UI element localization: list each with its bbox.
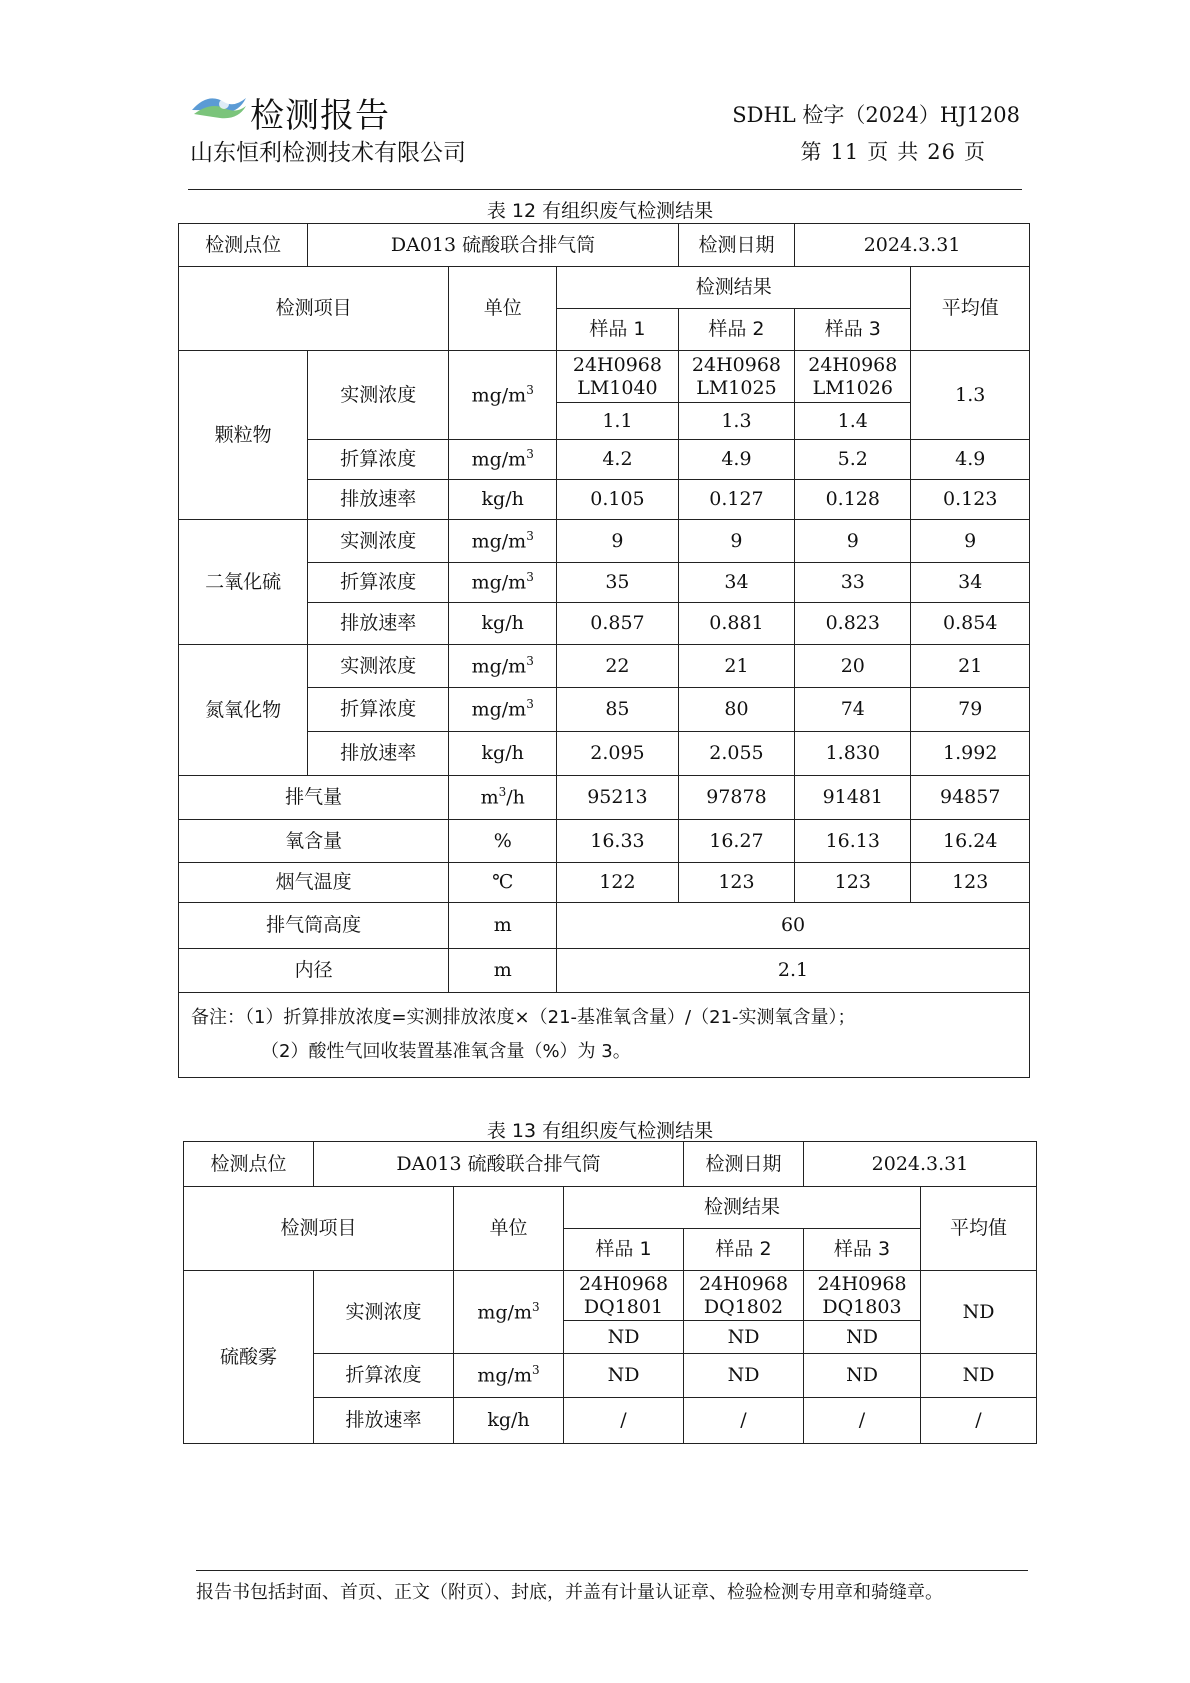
unit-cell: ℃	[449, 863, 557, 903]
date-label: 检测日期	[684, 1142, 804, 1187]
param-name: 排气量	[179, 776, 449, 820]
value-cell: ND	[804, 1321, 921, 1354]
unit-text: mg/m	[471, 448, 527, 471]
sample-code: 24H0968 LM1026	[795, 351, 911, 403]
unit-text: mg/m	[471, 384, 527, 407]
page-prefix: 第	[800, 140, 823, 164]
table-row	[179, 863, 1030, 903]
value-cell: ND	[684, 1321, 804, 1354]
value-cell: ND	[564, 1354, 684, 1398]
value-cell: /	[684, 1398, 804, 1444]
sample-header: 样品 1	[564, 1229, 684, 1271]
unit-sup: 3	[526, 653, 534, 668]
unit-sup: 3	[526, 570, 534, 585]
unit-cell: m	[449, 903, 557, 949]
unit-cell	[449, 776, 557, 820]
value-cell: 80	[678, 688, 794, 732]
table-row	[184, 1142, 1037, 1187]
company-logo-icon	[190, 88, 248, 122]
param-name: 排放速率	[314, 1398, 454, 1444]
value-cell: 9	[795, 520, 911, 563]
value-cell: 1.4	[795, 403, 911, 440]
value-cell: ND	[564, 1321, 684, 1354]
avg-value: 34	[911, 563, 1030, 603]
param-name: 折算浓度	[314, 1354, 454, 1398]
results-header: 检测结果	[557, 267, 911, 309]
sample-header: 样品 2	[678, 309, 794, 351]
avg-value: ND	[921, 1271, 1037, 1354]
table-13	[183, 1141, 1037, 1444]
param-name: 实测浓度	[314, 1271, 454, 1354]
avg-header: 平均值	[911, 267, 1030, 351]
table-row	[179, 903, 1030, 949]
avg-value: 21	[911, 645, 1030, 688]
value-cell: 22	[557, 645, 679, 688]
value-cell: /	[564, 1398, 684, 1444]
page-suffix: 页	[964, 140, 986, 164]
page-current: 11	[830, 140, 860, 164]
unit-text: mg/m	[477, 1301, 532, 1324]
table-row	[179, 351, 1030, 403]
value-cell: 95213	[557, 776, 679, 820]
value-cell: 91481	[795, 776, 911, 820]
value-cell: 34	[678, 563, 794, 603]
unit-text: m	[480, 786, 499, 809]
unit-header: 单位	[449, 267, 557, 351]
value-cell: 16.33	[557, 820, 679, 863]
value-cell: 0.857	[557, 603, 679, 645]
value-cell: 2.1	[557, 949, 1030, 993]
pollutant-name: 二氧化硫	[179, 520, 308, 645]
avg-value: 0.854	[911, 603, 1030, 645]
sample-code: 24H0968 DQ1802	[684, 1271, 804, 1321]
param-name: 氧含量	[179, 820, 449, 863]
table-row	[179, 224, 1030, 267]
value-cell: 0.881	[678, 603, 794, 645]
value-cell: 16.27	[678, 820, 794, 863]
value-cell: 122	[557, 863, 679, 903]
unit-cell: kg/h	[449, 603, 557, 645]
value-cell: 0.127	[678, 480, 794, 520]
sample-code: 24H0968 LM1040	[557, 351, 679, 403]
unit-text: mg/m	[471, 571, 527, 594]
unit-cell	[454, 1271, 564, 1354]
avg-value: 94857	[911, 776, 1030, 820]
location-value: DA013 硫酸联合排气筒	[308, 224, 679, 267]
report-title: 检测报告	[250, 96, 390, 136]
page-indicator	[797, 136, 990, 166]
unit-header: 单位	[454, 1187, 564, 1271]
unit-sup: 3	[526, 697, 534, 712]
value-cell: 35	[557, 563, 679, 603]
note-line: 备注：（1）折算排放浓度=实测排放浓度×（21-基准氧含量）/（21-实测氧含量）；	[191, 1007, 856, 1028]
param-name: 排放速率	[308, 603, 449, 645]
value-cell: 20	[795, 645, 911, 688]
avg-value: 0.123	[911, 480, 1030, 520]
unit-cell	[449, 688, 557, 732]
value-cell: 4.9	[678, 440, 794, 480]
sample-header: 样品 2	[684, 1229, 804, 1271]
unit-cell: %	[449, 820, 557, 863]
value-cell: 33	[795, 563, 911, 603]
value-cell: 4.2	[557, 440, 679, 480]
value-cell: 74	[795, 688, 911, 732]
unit-text: mg/m	[471, 655, 527, 678]
table-row	[184, 1187, 1037, 1229]
sample-header: 样品 3	[804, 1229, 921, 1271]
pollutant-name: 硫酸雾	[184, 1271, 314, 1444]
pollutant-name: 颗粒物	[179, 351, 308, 520]
table-row	[179, 776, 1030, 820]
unit-cell: m	[449, 949, 557, 993]
table-row	[184, 1271, 1037, 1321]
unit-sup: 3	[526, 447, 534, 462]
unit-sup: 3	[531, 1363, 540, 1378]
sample-code: 24H0968 DQ1803	[804, 1271, 921, 1321]
avg-value: /	[921, 1398, 1037, 1444]
param-name: 排放速率	[308, 732, 449, 776]
avg-value: 123	[911, 863, 1030, 903]
date-value: 2024.3.31	[804, 1142, 1037, 1187]
value-cell: 1.830	[795, 732, 911, 776]
results-header: 检测结果	[564, 1187, 921, 1229]
report-number: SDHL 检字（2024）HJ1208	[732, 103, 1020, 127]
table-row	[179, 520, 1030, 563]
param-name: 排气筒高度	[179, 903, 449, 949]
value-cell: 9	[678, 520, 794, 563]
unit-sup: 3	[526, 528, 534, 543]
table-notes	[179, 993, 1030, 1078]
company-name: 山东恒利检测技术有限公司	[190, 140, 466, 166]
item-header: 检测项目	[184, 1187, 454, 1271]
unit-text: mg/m	[471, 698, 527, 721]
value-cell: 85	[557, 688, 679, 732]
avg-value: 4.9	[911, 440, 1030, 480]
value-cell: ND	[684, 1354, 804, 1398]
unit-sup: 3	[526, 382, 534, 397]
unit-sup: 3	[498, 785, 507, 800]
sample-code: 24H0968 LM1025	[678, 351, 794, 403]
sample-header: 样品 1	[557, 309, 679, 351]
value-cell: /	[804, 1398, 921, 1444]
param-name: 折算浓度	[308, 440, 449, 480]
value-cell: 1.1	[557, 403, 679, 440]
value-cell: 2.095	[557, 732, 679, 776]
unit-cell	[449, 351, 557, 440]
date-value: 2024.3.31	[795, 224, 1030, 267]
avg-value: ND	[921, 1354, 1037, 1398]
table-row	[179, 820, 1030, 863]
note-line: （2）酸性气回收装置基准氧含量（%）为 3。	[261, 1041, 631, 1063]
param-name: 实测浓度	[308, 520, 449, 563]
date-label: 检测日期	[678, 224, 794, 267]
header-divider	[188, 189, 1022, 190]
page-middle1: 页	[867, 140, 890, 164]
avg-value: 79	[911, 688, 1030, 732]
location-label: 检测点位	[179, 224, 308, 267]
unit-cell: kg/h	[449, 732, 557, 776]
param-name: 实测浓度	[308, 645, 449, 688]
avg-value: 9	[911, 520, 1030, 563]
unit-cell: kg/h	[454, 1398, 564, 1444]
table-row	[179, 267, 1030, 309]
param-name: 内径	[179, 949, 449, 993]
value-cell: 9	[557, 520, 679, 563]
unit-sup: 3	[531, 1299, 540, 1314]
table-row	[179, 645, 1030, 688]
table-12	[178, 223, 1030, 1078]
unit-text: mg/m	[471, 530, 527, 553]
value-cell: 123	[795, 863, 911, 903]
unit-text: mg/m	[477, 1364, 532, 1387]
value-cell: 0.128	[795, 480, 911, 520]
unit-cell: kg/h	[449, 480, 557, 520]
avg-value: 16.24	[911, 820, 1030, 863]
unit-cell	[449, 520, 557, 563]
pollutant-name: 氮氧化物	[179, 645, 308, 776]
value-cell: 1.3	[678, 403, 794, 440]
value-cell: 123	[678, 863, 794, 903]
item-header: 检测项目	[179, 267, 449, 351]
table-row	[179, 949, 1030, 993]
unit-cell	[449, 563, 557, 603]
value-cell: 21	[678, 645, 794, 688]
param-name: 烟气温度	[179, 863, 449, 903]
value-cell: 2.055	[678, 732, 794, 776]
param-name: 折算浓度	[308, 563, 449, 603]
avg-value: 1.992	[911, 732, 1030, 776]
page-total: 26	[927, 140, 956, 164]
value-cell: 0.105	[557, 480, 679, 520]
location-value: DA013 硫酸联合排气筒	[314, 1142, 684, 1187]
value-cell: 16.13	[795, 820, 911, 863]
param-name: 折算浓度	[308, 688, 449, 732]
sample-header: 样品 3	[795, 309, 911, 351]
param-name: 排放速率	[308, 480, 449, 520]
avg-header: 平均值	[921, 1187, 1037, 1271]
unit-cell	[449, 440, 557, 480]
location-label: 检测点位	[184, 1142, 314, 1187]
unit-suffix: /h	[506, 786, 525, 809]
unit-cell	[454, 1354, 564, 1398]
value-cell: 97878	[678, 776, 794, 820]
value-cell: 5.2	[795, 440, 911, 480]
footer-divider	[196, 1570, 1028, 1571]
table13-caption: 表 13 有组织废气检测结果	[486, 1120, 714, 1142]
page-middle2: 共	[897, 140, 920, 164]
sample-code: 24H0968 DQ1801	[564, 1271, 684, 1321]
value-cell: 60	[557, 903, 1030, 949]
value-cell: ND	[804, 1354, 921, 1398]
avg-value: 1.3	[911, 351, 1030, 440]
table12-caption: 表 12 有组织废气检测结果	[486, 200, 714, 222]
unit-cell	[449, 645, 557, 688]
table-row	[179, 993, 1030, 1078]
value-cell: 0.823	[795, 603, 911, 645]
footer-note: 报告书包括封面、首页、正文（附页）、封底，并盖有计量认证章、检验检测专用章和骑缝章。	[196, 1582, 943, 1603]
param-name: 实测浓度	[308, 351, 449, 440]
